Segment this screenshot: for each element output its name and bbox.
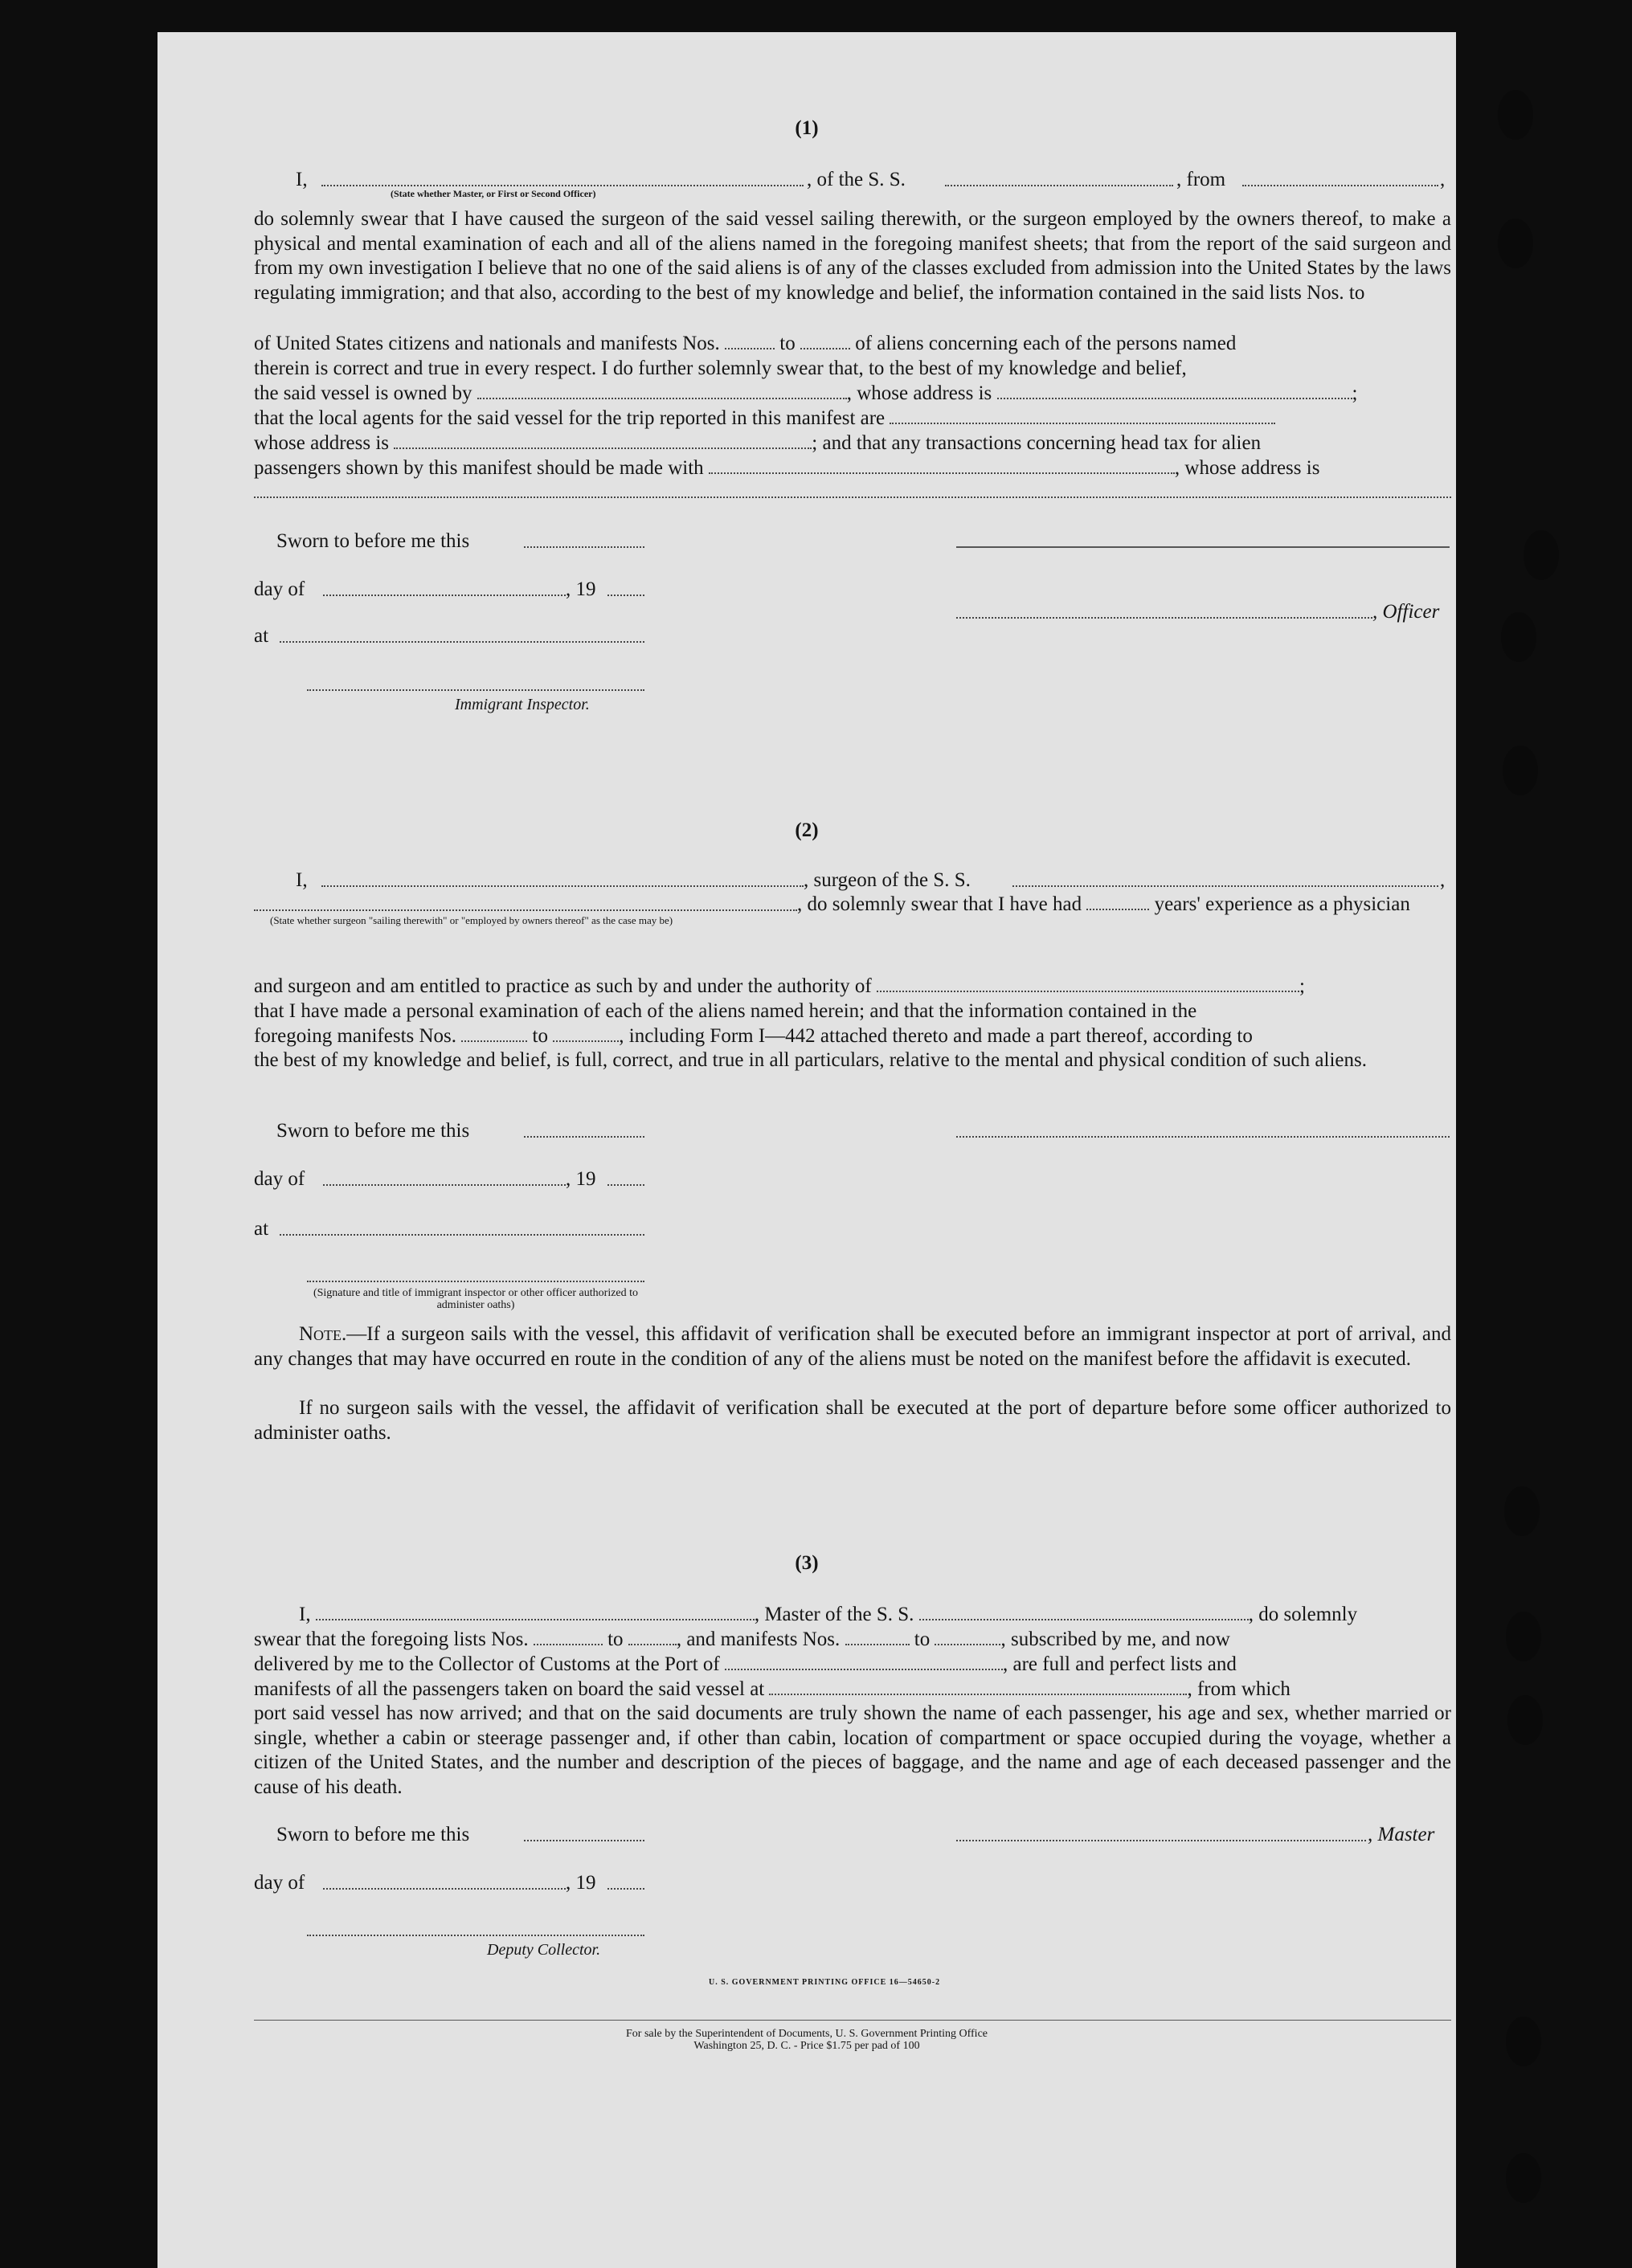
s3-year-field[interactable] [607, 1888, 644, 1890]
s3-master-name-field[interactable] [316, 1604, 755, 1620]
s2-note2: If no surgeon sails with the vessel, the affidavit of verification shall be executed at the port of departure before some officer authorized to administer oaths. [254, 1397, 1451, 1444]
s1-of-ss: , of the S. S. [807, 169, 906, 190]
s2-form-text: , including Form I—442 attached thereto and made a part thereof, according to [619, 1025, 1253, 1047]
s1-day-of: day of [254, 578, 305, 600]
s1-body-text: do solemnly swear that I have caused the surgeon of the said vessel sailing therewith, or the surgeon employed by the owners thereof, to make a physical and mental examination of each and all of the aliens named in the foregoing manifest sheets; that from the report of the said surgeon and from my own investigation I believe that no one of the said aliens is of any of the classes excluded from admission into the United States by the laws regulating immigration; and that also, according to the best of my knowledge and belief, the information contained in the said lists Nos. [254, 208, 1451, 304]
s2-years-text: years' experience as a physician [1154, 893, 1410, 915]
section-1-heading: (1) [795, 117, 819, 139]
binder-hole [1506, 1612, 1541, 1661]
s3-vessel-field[interactable] [919, 1604, 1249, 1620]
s3-day-of: day of [254, 1872, 305, 1894]
s1-officer-name-field[interactable] [321, 185, 804, 186]
s1-whose-address: , whose address is [846, 382, 992, 404]
s1-from: , from [1176, 169, 1226, 190]
s2-years-field[interactable] [1086, 894, 1149, 910]
s1-manifest-from-field[interactable] [725, 333, 775, 349]
s1-owner-field[interactable] [477, 383, 847, 399]
s1-line-d [254, 406, 1275, 431]
binder-hole [1507, 1695, 1543, 1745]
s2-day-month-field[interactable] [323, 1184, 566, 1186]
s2-sworn-date-field[interactable] [524, 1136, 644, 1138]
footer-rule [254, 2020, 1451, 2021]
s1-inspector-label: Immigrant Inspector. [455, 696, 590, 713]
s1-line-a-end: of aliens concerning each of the persons named [855, 333, 1237, 354]
s2-day-of: day of [254, 1168, 305, 1190]
s2-note [254, 1322, 1451, 1371]
s1-agent-address-label: whose address is [254, 432, 390, 454]
s3-master-label [1368, 1822, 1434, 1847]
s1-head-tax-party-field[interactable] [709, 458, 1175, 474]
s1-line-a-to: to [779, 333, 796, 354]
s2-surgeon-note: (State whether surgeon "sailing therewith" or "employed by owners thereof" as the case may be) [270, 914, 673, 926]
s3-lists-to-field[interactable] [628, 1629, 677, 1645]
s3-lists-from-field[interactable] [534, 1629, 603, 1645]
s1-owner-address-field[interactable] [997, 383, 1352, 399]
s1-vessel-field[interactable] [945, 185, 1173, 186]
s1-line-e [254, 431, 1261, 456]
s1-line-b: therein is correct and true in every respect. I do further solemnly swear that, to the best of my knowledge and belief, [254, 358, 1187, 379]
s1-agents-field[interactable] [890, 408, 1275, 424]
s3-port-field[interactable] [725, 1654, 1003, 1670]
s1-day-month-field[interactable] [323, 595, 566, 596]
binder-hole [1498, 90, 1533, 140]
section-3-heading: (3) [795, 1552, 819, 1574]
s2-line-c [254, 1024, 1253, 1048]
s1-to: to [1348, 281, 1365, 304]
binder-hole [1506, 2153, 1541, 2203]
s3-master-text: , Master [1368, 1824, 1435, 1845]
s3-subscribed-text: , subscribed by me, and now [1000, 1628, 1230, 1650]
s2-year-field[interactable] [607, 1184, 644, 1186]
s2-surgeon-name-field[interactable] [321, 885, 804, 887]
s1-line-f [254, 456, 1319, 480]
manifest-form-page [157, 32, 1456, 2268]
s3-solemnly: , do solemnly [1248, 1604, 1358, 1625]
s2-authority-field[interactable] [877, 976, 1299, 992]
s3-year: , 19 [566, 1872, 596, 1894]
s3-sworn: Sworn to before me this [276, 1824, 470, 1845]
s1-line-c [254, 381, 1357, 406]
s3-body: port said vessel has now arrived; and that on the said documents are truly shown the name of each passenger, his age and sex, whether married or single, whether a cabin or steerage passenger and, if other than cabin, location of compartment or space occupied during the voyage, whether a citizen of the United States, and the number and description of the pieces of baggage, and the name and age of each deceased passenger and the cause of his death. [254, 1702, 1451, 1798]
s1-agents-text: that the local agents for the said vessel for the trip reported in this manifest are [254, 407, 886, 429]
s1-passengers-text: passengers shown by this manifest should be made with [254, 457, 704, 479]
s2-body: the best of my knowledge and belief, is full, correct, and true in all particulars, relative to the mental and physical condition of such aliens. [254, 1049, 1367, 1071]
s3-taken-at-field[interactable] [769, 1679, 1187, 1695]
s2-note-text: —If a surgeon sails with the vessel, this affidavit of verification shall be executed before an immigrant inspector at port of arrival, and any changes that may have occurred en route in the condition of any of the aliens must be noted on the manifest before the affidavit is executed. [254, 1323, 1451, 1370]
s3-master-of: , Master of the S. S. [754, 1604, 914, 1625]
s3-delivered-text: delivered by me to the Collector of Customs at the Port of [254, 1653, 720, 1675]
binder-hole [1524, 530, 1559, 580]
s2-surgeon-of: , surgeon of the S. S. [804, 869, 971, 891]
s1-officer-text: , Officer [1372, 601, 1440, 623]
s1-officer-note: (State whether Master, or First or Second Officer) [391, 188, 596, 199]
s2-at-field[interactable] [280, 1234, 644, 1236]
s3-manifest-from-field[interactable] [845, 1629, 910, 1645]
s3-line-b [254, 1652, 1237, 1677]
s1-line-c-end: ; [1352, 382, 1358, 404]
s1-whose-address-2: , whose address is [1174, 457, 1320, 479]
s1-sworn: Sworn to before me this [276, 530, 470, 552]
s2-authority-text: and surgeon and am entitled to practice as such by and under the authority of [254, 975, 872, 997]
sale-line-1: For sale by the Superintendent of Documents, U. S. Government Printing Office [626, 2028, 988, 2040]
s3-sworn-date-field[interactable] [524, 1840, 644, 1841]
s3-collector-signature-line[interactable] [307, 1935, 644, 1936]
s3-day-month-field[interactable] [323, 1888, 566, 1890]
gpo-imprint: U. S. GOVERNMENT PRINTING OFFICE 16—54650-2 [709, 1978, 941, 1987]
s2-surgeon-type-field[interactable] [254, 909, 797, 911]
s2-surgeon-signature-line[interactable] [956, 1136, 1450, 1138]
s2-inspector-signature-line[interactable] [307, 1281, 644, 1282]
s2-manifest-to-field[interactable] [553, 1026, 619, 1042]
s1-body [254, 207, 1451, 305]
s1-officer-title-field[interactable] [956, 617, 1372, 619]
s2-foregoing-text: foregoing manifests Nos. [254, 1025, 457, 1047]
s2-year: , 19 [566, 1168, 596, 1190]
s2-swear-line [797, 892, 1410, 917]
s3-to-1: to [607, 1628, 624, 1650]
s3-taken-text: manifests of all the passengers taken on board the said vessel at [254, 1678, 765, 1700]
s1-line1-end: , [1440, 169, 1446, 190]
s1-year-field[interactable] [607, 595, 644, 596]
s1-agent-address-field[interactable] [394, 433, 812, 449]
s2-swear-text: , do solemnly swear that I have had [797, 893, 1082, 915]
s2-vessel-field[interactable] [1012, 885, 1438, 887]
s1-officer-signature-line[interactable] [956, 546, 1450, 548]
binder-hole [1498, 219, 1533, 268]
s1-owned-by: the said vessel is owned by [254, 382, 472, 404]
s2-end: , [1440, 869, 1446, 891]
s3-master-signature-line[interactable] [956, 1840, 1366, 1841]
s2-manifest-from-field[interactable] [461, 1026, 527, 1042]
s3-manifests-text: , and manifests Nos. [676, 1628, 841, 1650]
s2-at: at [254, 1218, 269, 1240]
s1-address-continuation-field[interactable] [254, 497, 1451, 498]
s3-from-which: , from which [1187, 1678, 1290, 1700]
s3-line-a [254, 1627, 1230, 1652]
s3-line-c [254, 1677, 1290, 1702]
section-2-heading: (2) [795, 819, 819, 841]
sale-line-2: Washington 25, D. C. - Price $1.75 per pad of 100 [693, 2040, 920, 2052]
s2-sworn: Sworn to before me this [276, 1120, 470, 1142]
s1-from-field[interactable] [1242, 185, 1438, 186]
s1-i: I, [296, 169, 308, 190]
s2-note-label: Note. [299, 1323, 347, 1345]
s3-lists-text: swear that the foregoing lists Nos. [254, 1628, 529, 1650]
s1-at: at [254, 625, 269, 647]
s1-line-a [254, 331, 1236, 356]
s1-at-field[interactable] [280, 641, 644, 643]
s3-line1 [299, 1602, 1357, 1627]
sale-notice [157, 2028, 1456, 2052]
s1-line-a-text: of United States citizens and nationals and manifests Nos. [254, 333, 720, 354]
s1-head-tax-text: ; and that any transactions concerning head tax for alien [812, 432, 1262, 454]
s2-to: to [532, 1025, 548, 1047]
s1-officer-label [1372, 599, 1439, 624]
s2-line-a [254, 974, 1305, 999]
s3-collector-label: Deputy Collector. [487, 1941, 601, 1959]
s3-to-2: to [914, 1628, 931, 1650]
s2-line-b: that I have made a personal examination of each of the aliens named herein; and that the information contained in the [254, 1000, 1197, 1022]
s1-inspector-signature-line[interactable] [307, 689, 644, 691]
binder-hole [1506, 2017, 1541, 2066]
s2-line-a-end: ; [1299, 975, 1305, 997]
s1-year: , 19 [566, 578, 596, 600]
s3-i: I, [299, 1604, 311, 1625]
s3-manifest-to-field[interactable] [935, 1629, 1000, 1645]
binder-hole [1504, 1486, 1540, 1536]
s2-signature-note: (Signature and title of immigrant inspector or other officer authorized to administer oaths) [313, 1287, 639, 1311]
binder-hole [1503, 746, 1538, 795]
s3-full-text: , are full and perfect lists and [1003, 1653, 1237, 1675]
binder-hole [1501, 612, 1536, 662]
s1-sworn-date-field[interactable] [524, 546, 644, 548]
s2-i: I, [296, 869, 308, 891]
s1-manifest-to-field[interactable] [800, 333, 850, 349]
